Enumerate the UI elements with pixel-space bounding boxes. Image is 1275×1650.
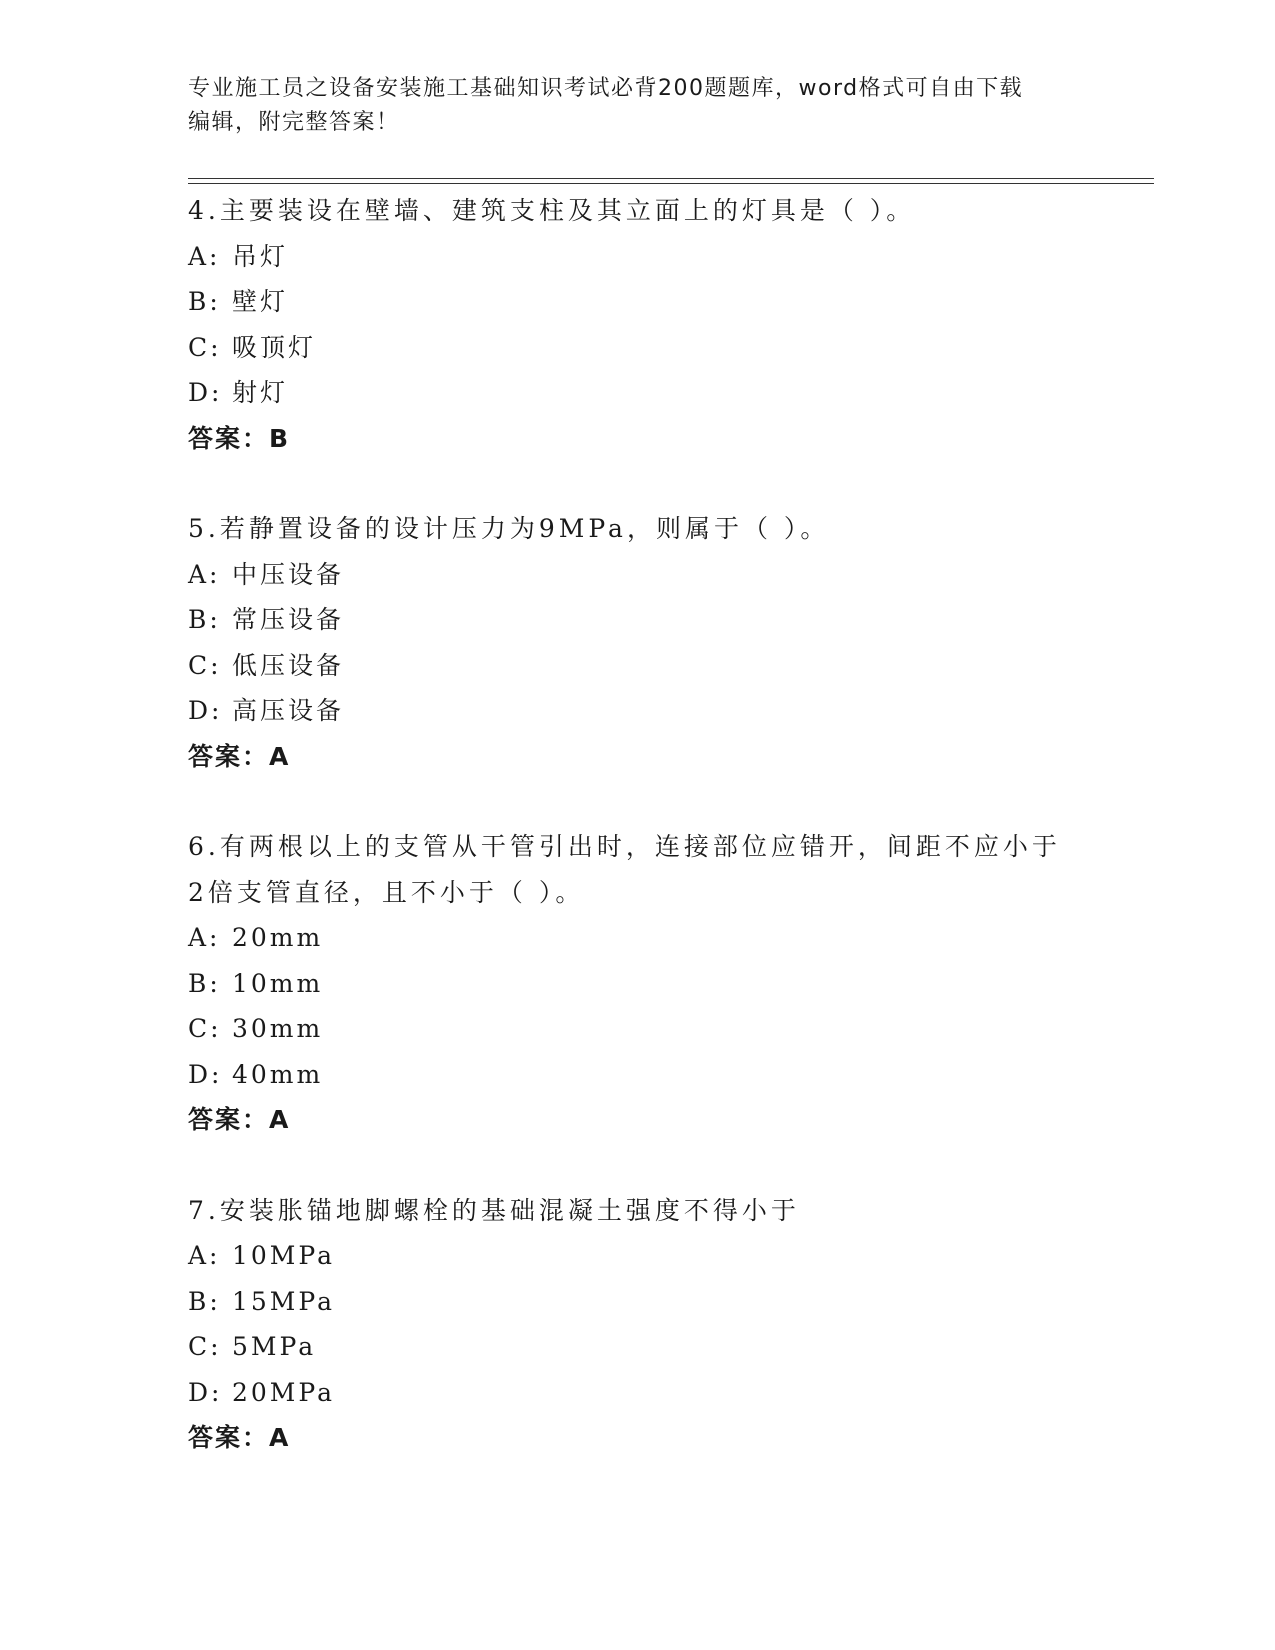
option-text: 10mm xyxy=(232,968,324,998)
option-text: 壁灯 xyxy=(232,287,289,316)
option-key: D: xyxy=(188,1377,223,1407)
option-key: B: xyxy=(188,1286,221,1316)
option-text: 10MPa xyxy=(232,1241,336,1270)
question-spacer xyxy=(188,1143,1148,1188)
option-key: C: xyxy=(188,650,222,680)
option-c xyxy=(188,1324,1148,1370)
option-a xyxy=(188,1233,1148,1279)
option-text: 吊灯 xyxy=(232,241,289,271)
question-item xyxy=(188,824,1148,1143)
option-text: 射灯 xyxy=(232,378,289,407)
option-a xyxy=(188,234,1148,280)
header-title-line-1: 专业施工员之设备安装施工基础知识考试必背200题题库，word格式可自由下载 xyxy=(188,76,1024,101)
option-key: B: xyxy=(188,605,221,634)
option-text: 15MPa xyxy=(232,1286,336,1316)
question-stem: 4.主要装设在壁墙、建筑支柱及其立面上的灯具是（ ）。 xyxy=(188,196,916,225)
option-a xyxy=(188,552,1148,598)
option-key: A: xyxy=(188,241,221,271)
option-text: 5MPa xyxy=(232,1332,317,1361)
option-b xyxy=(188,961,1148,1007)
option-key: A: xyxy=(188,1241,221,1270)
option-text: 低压设备 xyxy=(232,650,345,680)
option-text: 高压设备 xyxy=(232,696,345,725)
option-key: D: xyxy=(188,378,223,407)
question-item xyxy=(188,188,1148,461)
answer-line: 答案：A xyxy=(188,1105,291,1134)
option-b xyxy=(188,1279,1148,1325)
option-text: 40mm xyxy=(232,1059,324,1089)
option-text: 吸顶灯 xyxy=(232,332,317,362)
header-divider-bottom xyxy=(188,183,1154,184)
option-b xyxy=(188,597,1148,643)
option-key: D: xyxy=(188,696,223,725)
document-header xyxy=(188,72,1068,140)
answer-line: 答案：A xyxy=(188,1423,291,1452)
question-stem: 5.若静置设备的设计压力为9MPa，则属于（ ）。 xyxy=(188,514,830,543)
question-stem: 7.安装胀锚地脚螺栓的基础混凝土强度不得小于 xyxy=(188,1195,800,1225)
header-divider-top xyxy=(188,178,1154,179)
option-key: B: xyxy=(188,968,221,998)
option-c xyxy=(188,1006,1148,1052)
question-stem-continued: 2倍支管直径，且不小于（ ）。 xyxy=(188,877,585,907)
answer-line: 答案：B xyxy=(188,423,291,453)
option-d xyxy=(188,370,1148,416)
option-d xyxy=(188,1052,1148,1098)
option-c xyxy=(188,325,1148,371)
option-key: A: xyxy=(188,923,221,952)
option-c xyxy=(188,643,1148,689)
option-text: 30mm xyxy=(232,1014,324,1043)
option-key: C: xyxy=(188,1014,222,1043)
header-title-line-2: 编辑，附完整答案！ xyxy=(188,110,400,135)
option-text: 20MPa xyxy=(232,1377,336,1407)
question-item xyxy=(188,1188,1148,1461)
question-spacer xyxy=(188,779,1148,824)
question-stem: 6.有两根以上的支管从干管引出时，连接部位应错开，间距不应小于 xyxy=(188,832,1061,861)
option-key: B: xyxy=(188,287,221,316)
answer-line: 答案：A xyxy=(188,741,291,771)
question-item xyxy=(188,506,1148,779)
option-key: D: xyxy=(188,1059,223,1089)
question-spacer xyxy=(188,461,1148,506)
option-key: C: xyxy=(188,332,222,362)
option-key: C: xyxy=(188,1332,222,1361)
question-list xyxy=(188,188,1148,1461)
option-b xyxy=(188,279,1148,325)
option-key: A: xyxy=(188,559,221,589)
option-d xyxy=(188,688,1148,734)
option-text: 中压设备 xyxy=(232,559,345,589)
option-a xyxy=(188,915,1148,961)
option-text: 20mm xyxy=(232,923,324,952)
option-d xyxy=(188,1370,1148,1416)
option-text: 常压设备 xyxy=(232,605,345,634)
